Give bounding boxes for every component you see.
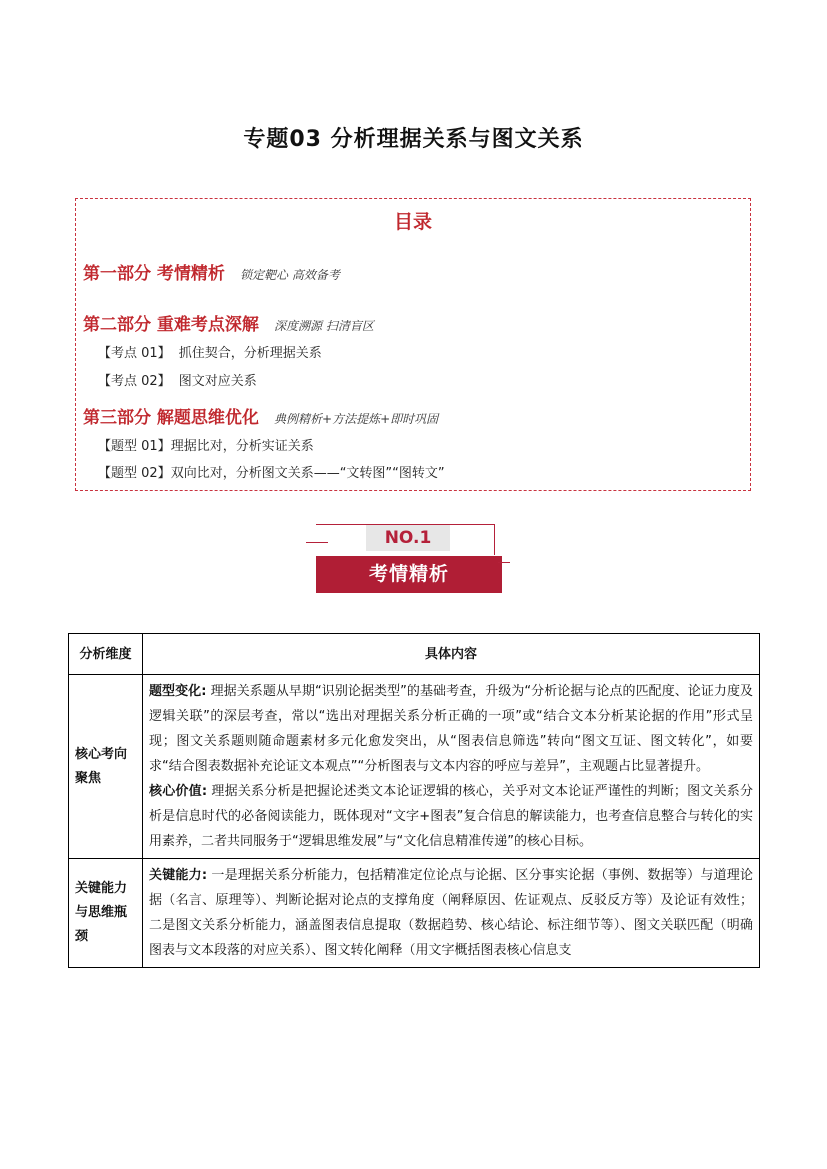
content-paragraph bbox=[149, 679, 753, 779]
toc-item[interactable] bbox=[98, 370, 257, 389]
paragraph-text: 理据关系题从早期“识别论据类型”的基础考查，升级为“分析论据与论点的匹配度、论证力度及逻辑关联”的深层考查，常以“选出对理据关系分析正确的一项”或“结合文本分析某论据的作用”形式呈现；图文关系题则随命题素材多元化愈发突出，从“图表信息筛选”转向“图文互证、图文转化”，如要求“结合图表数据补充论证文本观点”“分析图表与文本内容的呼应与差异”，主观题占比显著提升。 bbox=[149, 684, 754, 774]
toc-part-1[interactable] bbox=[83, 259, 340, 284]
paragraph-lead: 题型变化: bbox=[149, 684, 207, 699]
toc-item[interactable] bbox=[98, 462, 445, 481]
table-header-row bbox=[69, 634, 760, 675]
toc-part-subtitle: 锁定靶心 高效备考 bbox=[240, 268, 340, 282]
dimension-cell: 核心考向聚焦 bbox=[69, 675, 143, 859]
toc-item-tag: 【题型 02】 bbox=[98, 466, 171, 481]
toc-part-2[interactable] bbox=[83, 310, 374, 335]
toc-part-subtitle: 深度溯源 扫清盲区 bbox=[274, 319, 374, 333]
paragraph-text: 一是理据关系分析能力，包括精准定位论点与论据、区分事实论据（事例、数据等）与道理论据（名言、原理等）、判断论据对论点的支撑角度（阐释原因、佐证观点、反驳反方等）及论证有效性；二是图文关系分析能力，涵盖图表信息提取（数据趋势、核心结论、标注细节等）、图文关联匹配（明确图表与文本段落的对应关系）、图文转化阐释（用文字概括图表核心信息支 bbox=[149, 868, 753, 958]
toc-item-text: 抓住契合，分析理据关系 bbox=[178, 346, 322, 361]
toc-item-tag: 【考点 01】 bbox=[98, 346, 171, 361]
analysis-table bbox=[68, 633, 760, 968]
toc-item-tag: 【题型 01】 bbox=[98, 439, 171, 454]
content-paragraph bbox=[149, 779, 753, 854]
banner-line-right bbox=[498, 562, 510, 563]
table-header-cell: 具体内容 bbox=[143, 634, 760, 675]
toc-item-text: 双向比对，分析图文关系——“文转图”“图转文” bbox=[170, 466, 445, 481]
table-header-cell: 分析维度 bbox=[69, 634, 143, 675]
section-banner bbox=[306, 522, 510, 594]
toc-item-text: 图文对应关系 bbox=[178, 374, 257, 389]
dimension-cell: 关键能力与思维瓶颈 bbox=[69, 859, 143, 968]
toc-part-subtitle: 典例精析+方法提炼+即时巩固 bbox=[274, 412, 439, 426]
toc-item[interactable] bbox=[98, 435, 314, 454]
content-paragraph bbox=[149, 863, 753, 963]
table-row bbox=[69, 859, 760, 968]
toc-part-3[interactable] bbox=[83, 403, 438, 428]
toc-item[interactable] bbox=[98, 342, 322, 361]
table-row bbox=[69, 675, 760, 859]
toc-part-title: 第二部分 重难考点深解 bbox=[83, 315, 259, 335]
table-of-contents bbox=[75, 198, 751, 491]
content-cell bbox=[143, 675, 760, 859]
toc-part-title: 第一部分 考情精析 bbox=[83, 264, 225, 284]
toc-part-title: 第三部分 解题思维优化 bbox=[83, 408, 259, 428]
toc-heading: 目录 bbox=[393, 211, 432, 233]
toc-item-text: 理据比对，分析实证关系 bbox=[170, 439, 314, 454]
banner-label: 考情精析 bbox=[316, 556, 502, 593]
paragraph-lead: 核心价值: bbox=[149, 784, 208, 799]
banner-number: NO.1 bbox=[366, 525, 450, 551]
toc-item-tag: 【考点 02】 bbox=[98, 374, 171, 389]
paragraph-text: 理据关系分析是把握论述类文本论证逻辑的核心，关乎对文本论证严谨性的判断；图文关系分析是信息时代的必备阅读能力，既体现对“文字+图表”复合信息的解读能力，也考查信息整合与转化的实用素养，二者共同服务于“逻辑思维发展”与“文化信息精准传递”的核心目标。 bbox=[149, 784, 753, 849]
content-cell bbox=[143, 859, 760, 968]
banner-line-left bbox=[306, 542, 328, 543]
paragraph-lead: 关键能力: bbox=[149, 868, 208, 883]
document-title: 专题03 分析理据关系与图文关系 bbox=[243, 127, 584, 152]
